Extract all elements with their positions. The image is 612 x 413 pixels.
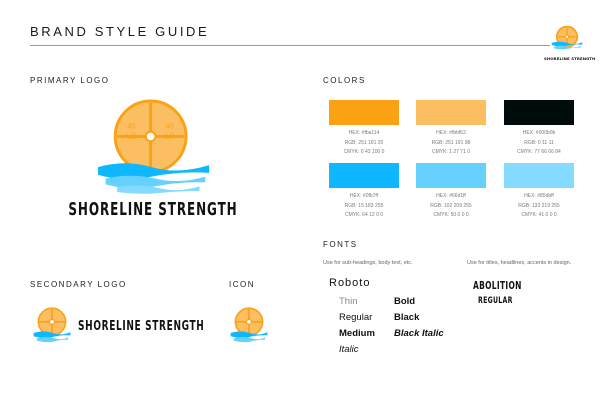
swatch-cmyk-value: CMYK: 1 27 71 0 xyxy=(431,149,471,156)
swatch-rgb-value: RGB: 102 209 255 xyxy=(430,202,472,209)
roboto-font-name: Roboto xyxy=(329,277,371,289)
secondary-logo-heading: SECONDARY LOGO xyxy=(30,280,127,289)
color-swatch xyxy=(329,163,399,188)
roboto-black-italic: Black Italic xyxy=(394,328,444,339)
plate-label-bottom-left: LB xyxy=(126,131,137,141)
swatch-cmyk-value: CMYK: 41 0 0 0 xyxy=(521,212,557,219)
swatch-rgb-value: RGB: 0 11 11 xyxy=(524,139,554,146)
abolition-font-name: ABOLITION xyxy=(473,279,522,292)
corner-logo-mark xyxy=(550,25,584,51)
secondary-logo-wordmark: SHORELINE STRENGTH xyxy=(78,320,205,335)
roboto-medium: Medium xyxy=(339,328,375,339)
color-swatch-values xyxy=(319,129,409,158)
roboto-usage-note: Use for sub-headings, body text, etc. xyxy=(323,260,413,266)
color-swatch-values xyxy=(319,192,409,221)
swatch-hex-value: HEX: #0fb7ff xyxy=(349,193,379,199)
swatch-hex-value: HEX: #000b0b xyxy=(522,130,556,136)
brand-icon xyxy=(229,305,269,345)
swatch-cmyk-value: CMYK: 0 43 100 0 xyxy=(343,149,385,156)
swatch-rgb-value: RGB: 15 183 255 xyxy=(344,202,384,209)
swatch-rgb-value: RGB: 133 219 255 xyxy=(518,202,560,209)
color-swatch xyxy=(416,163,486,188)
color-swatch-values xyxy=(406,129,496,158)
roboto-black: Black xyxy=(394,312,420,323)
color-swatch-values xyxy=(494,129,584,158)
color-swatch xyxy=(504,163,574,188)
plate-label-top-left: 45 xyxy=(127,121,136,131)
page-title: BRAND STYLE GUIDE xyxy=(30,24,210,39)
fonts-heading: FONTS xyxy=(323,240,358,249)
title-divider xyxy=(30,45,550,46)
swatch-cmyk-value: CMYK: 77 66 66 84 xyxy=(517,149,561,156)
swatch-hex-value: HEX: #66d1ff xyxy=(436,193,466,199)
swatch-cmyk-value: CMYK: 64 12 0 0 xyxy=(344,212,384,219)
swatch-cmyk-value: CMYK: 50 0 0 0 xyxy=(433,212,469,219)
plate-label-top-right: 45 xyxy=(165,121,175,131)
color-swatch xyxy=(416,100,486,125)
roboto-thin: Thin xyxy=(339,296,358,307)
color-swatch-values xyxy=(406,192,496,221)
abolition-usage-note: Use for titles, headlines, accents in design. xyxy=(467,260,572,266)
primary-logo-heading: PRIMARY LOGO xyxy=(30,76,110,85)
color-swatch xyxy=(504,100,574,125)
color-swatch-values xyxy=(494,192,584,221)
swatch-hex-value: HEX: #85dbff xyxy=(524,193,554,199)
colors-heading: COLORS xyxy=(323,76,366,85)
primary-logo-wordmark: SHORELINE STRENGTH xyxy=(68,199,238,220)
swatch-rgb-value: RGB: 251 191 98 xyxy=(431,139,471,146)
roboto-bold: Bold xyxy=(394,296,416,307)
color-swatch xyxy=(329,100,399,125)
primary-logo-mark xyxy=(96,98,211,194)
corner-logo-wordmark: SHORELINE STRENGTH xyxy=(544,56,596,61)
plate-label-bottom-right: LB xyxy=(165,131,175,141)
swatch-hex-value: HEX: #fbbf62 xyxy=(436,130,466,136)
icon-heading: ICON xyxy=(229,280,255,289)
roboto-regular: Regular xyxy=(339,312,373,323)
swatch-hex-value: HEX: #fba114 xyxy=(348,130,380,136)
secondary-logo-mark xyxy=(32,305,72,345)
roboto-italic: Italic xyxy=(339,344,359,355)
swatch-rgb-value: RGB: 251 161 20 xyxy=(344,139,384,146)
abolition-regular: REGULAR xyxy=(478,296,513,306)
